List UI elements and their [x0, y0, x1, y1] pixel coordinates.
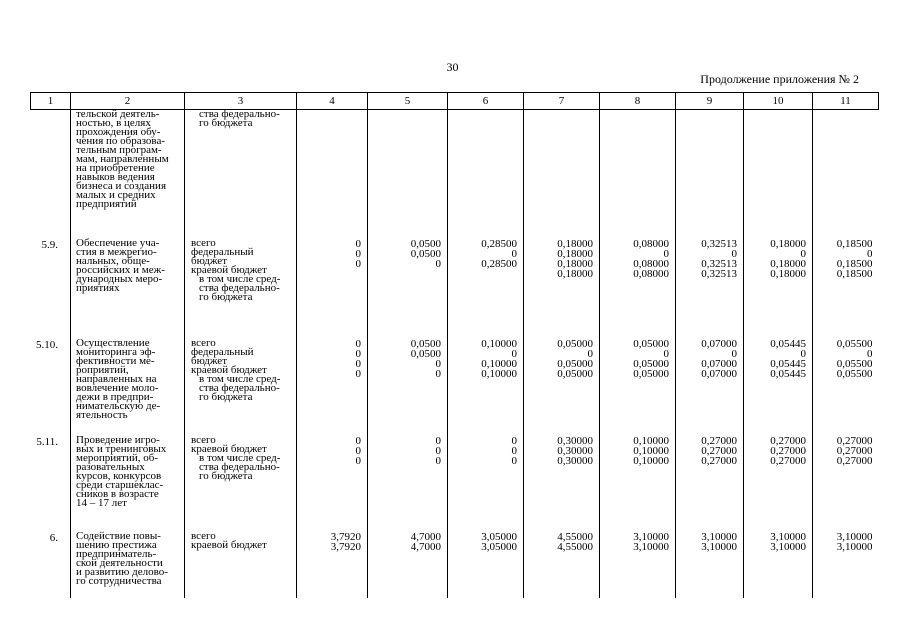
value: 4,7000 [410, 540, 441, 553]
column-header: 5 [368, 93, 448, 110]
value: 0,05500 [836, 367, 873, 380]
value: 0 [663, 347, 669, 360]
value-cell [297, 432, 368, 528]
activity-title-line: 14 – 17 лет [76, 496, 127, 509]
activity-title-line: и развитию делово- [76, 565, 168, 578]
value: 0,05500 [836, 337, 873, 350]
value: 0,32513 [701, 237, 737, 250]
value: 0,10000 [633, 434, 669, 447]
value-cell [448, 528, 524, 598]
row-number: 5.9. [41, 238, 58, 251]
value: 0,27000 [836, 434, 873, 447]
value: 0 [355, 247, 361, 260]
value: 0 [731, 247, 737, 260]
value: 0 [355, 434, 361, 447]
value-cell [744, 335, 813, 432]
value-cell [448, 110, 524, 235]
activity-title-line: Проведение игро- [76, 433, 160, 446]
funding-source-line: го бюджета [199, 469, 253, 482]
value: 0,30000 [557, 444, 593, 457]
value: 0,07000 [701, 357, 737, 370]
column-header: 6 [448, 93, 524, 110]
value: 0 [867, 347, 873, 360]
value: 0,08000 [633, 267, 669, 280]
value: 0 [435, 434, 441, 447]
funding-source-line: ства федерально- [199, 108, 280, 120]
value: 0,27000 [701, 434, 737, 447]
activity-title-line: дународных меро- [76, 272, 163, 285]
activity-title-line: дежи в предпри- [76, 390, 154, 403]
activity-title [71, 110, 185, 235]
value: 0,18000 [770, 267, 806, 280]
value: 0,32513 [701, 267, 737, 280]
value: 0 [435, 454, 441, 467]
value: 0,32513 [701, 257, 737, 270]
activity-title-line: фективности ме- [76, 354, 155, 367]
activity-title-line: навыков ведения [76, 171, 155, 183]
value: 0 [355, 454, 361, 467]
value: 0,27000 [770, 444, 806, 457]
appendix-continuation-note: Продолжение приложения № 2 [700, 72, 859, 86]
activity-title-line: российских и меж- [76, 263, 165, 276]
value: 0,18000 [557, 267, 593, 280]
value: 0,30000 [557, 454, 593, 467]
column-header: 8 [600, 93, 676, 110]
funding-sources [185, 235, 297, 335]
value: 0,18000 [770, 257, 806, 270]
column-header: 4 [297, 93, 368, 110]
value: 0 [355, 237, 361, 250]
funding-source-line: бюджет [191, 354, 227, 367]
row-number: 6. [49, 531, 58, 544]
value: 0,27000 [836, 454, 873, 467]
activity-title-line: разовательных [76, 460, 145, 473]
activity-title-line: роприятий, [76, 363, 129, 376]
page-number: 30 [446, 60, 459, 74]
value: 0,05000 [633, 357, 669, 370]
value: 0 [800, 347, 806, 360]
activity-title-line: сников в возрасте [76, 487, 159, 500]
activity-title-line: Обеспечение уча- [76, 236, 160, 249]
activity-title [71, 528, 185, 598]
funding-source-line: бюджет [191, 254, 227, 267]
activity-title-line: бизнеса и создания [76, 180, 166, 192]
value: 3,10000 [836, 530, 873, 543]
funding-source-line: краевой бюджет [191, 263, 267, 276]
funding-source-line: ства федерально- [199, 460, 280, 473]
value: 0,27000 [836, 444, 873, 457]
funding-source-line: го бюджета [199, 117, 253, 129]
value: 0,18000 [557, 247, 593, 260]
activity-title-line: среди старшеклас- [76, 478, 164, 491]
activity-title [71, 335, 185, 432]
value: 0,05500 [836, 357, 873, 370]
value-cell [813, 110, 879, 235]
value: 0,05000 [557, 367, 593, 380]
activity-title-line: шению престижа [76, 538, 157, 551]
activity-title-line: прохождения обу- [76, 126, 161, 138]
funding-sources [185, 335, 297, 432]
value: 3,10000 [770, 530, 806, 543]
value-cell [297, 335, 368, 432]
value-cell [813, 528, 879, 598]
value: 0 [355, 257, 361, 270]
value: 0,05000 [633, 367, 669, 380]
funding-source-line: го бюджета [199, 390, 253, 403]
activity-title-line: вых и тренинговых [76, 442, 167, 455]
value-cell [524, 528, 600, 598]
value: 0 [587, 347, 593, 360]
value: 3,7920 [330, 540, 361, 553]
funding-source-line: в том числе сред- [199, 451, 281, 464]
value: 0,10000 [633, 444, 669, 457]
value: 0,18000 [557, 257, 593, 270]
column-header: 11 [813, 93, 879, 110]
activity-title-line: Осуществление [76, 336, 150, 349]
value-cell [297, 235, 368, 335]
value-cell [676, 335, 744, 432]
value-cell [600, 432, 676, 528]
activity-title-line: ностью, в целях [76, 117, 151, 129]
table-row [31, 528, 879, 598]
value-cell [448, 335, 524, 432]
funding-source-line: в том числе сред- [199, 372, 281, 385]
column-header: 7 [524, 93, 600, 110]
value-cell [813, 235, 879, 335]
activity-title [71, 432, 185, 528]
value-cell [676, 110, 744, 235]
funding-source-line: всего [191, 529, 216, 542]
value: 0 [867, 247, 873, 260]
value: 0,0500 [410, 237, 441, 250]
column-header: 9 [676, 93, 744, 110]
value-cell [676, 432, 744, 528]
value: 0 [355, 367, 361, 380]
table-row [31, 432, 879, 528]
budget-table [30, 92, 879, 598]
value: 0 [800, 247, 806, 260]
value-cell [448, 432, 524, 528]
value: 3,10000 [633, 530, 669, 543]
value: 0,18000 [770, 237, 806, 250]
value: 3,10000 [770, 540, 806, 553]
activity-title-line: предпринматель- [76, 547, 157, 560]
value: 0,05445 [770, 337, 806, 350]
value-cell [744, 432, 813, 528]
activity-title-line: мероприятий, об- [76, 451, 159, 464]
value: 3,05000 [481, 530, 517, 543]
row-number: 5.11. [36, 435, 58, 448]
value: 0,07000 [701, 337, 737, 350]
activity-title-line: стия в межрегио- [76, 245, 157, 258]
row-number [31, 110, 71, 235]
value-cell [524, 110, 600, 235]
funding-source-line: федеральный [191, 245, 254, 258]
value: 0 [511, 247, 517, 260]
value: 3,10000 [633, 540, 669, 553]
value: 0 [511, 454, 517, 467]
value: 0 [435, 444, 441, 457]
funding-sources [185, 110, 297, 235]
value: 3,10000 [701, 530, 737, 543]
value: 0,10000 [481, 357, 517, 370]
funding-source-line: в том числе сред- [199, 272, 281, 285]
value: 0 [435, 257, 441, 270]
value: 0 [435, 367, 441, 380]
activity-title-line: курсов, конкурсов [76, 469, 162, 482]
value-cell [368, 432, 448, 528]
activity-title-line: малых и средних [76, 189, 156, 201]
value: 0 [435, 357, 441, 370]
activity-title-line: Содействие повы- [76, 529, 161, 542]
value: 0,27000 [770, 454, 806, 467]
value: 0,27000 [701, 454, 737, 467]
value-cell [524, 432, 600, 528]
funding-source-line: ства федерально- [199, 281, 280, 294]
value: 0,18000 [557, 237, 593, 250]
value-cell [368, 110, 448, 235]
table-header-row [31, 93, 879, 110]
value: 0,05000 [557, 337, 593, 350]
value: 3,10000 [701, 540, 737, 553]
activity-title-line: мониторинга эф- [76, 345, 156, 358]
column-header: 1 [31, 93, 71, 110]
table-row [31, 110, 879, 235]
column-header: 2 [71, 93, 185, 110]
value: 0 [355, 337, 361, 350]
funding-source-line: федеральный [191, 345, 254, 358]
value: 0 [355, 347, 361, 360]
activity-title-line: нимательскую де- [76, 399, 161, 412]
value-cell [524, 335, 600, 432]
funding-source-line: го бюджета [199, 290, 253, 303]
value-cell [744, 110, 813, 235]
value-cell [744, 528, 813, 598]
value: 0,10000 [481, 367, 517, 380]
value-cell [813, 432, 879, 528]
funding-source-line: краевой бюджет [191, 538, 267, 551]
table-row [31, 235, 879, 335]
value-cell [676, 528, 744, 598]
value-cell [297, 528, 368, 598]
value-cell [368, 335, 448, 432]
value: 0,08000 [633, 237, 669, 250]
activity-title-line: вовлечение моло- [76, 381, 159, 394]
value-cell [600, 335, 676, 432]
activity-title-line: тельской деятель- [76, 108, 160, 120]
value: 0,18500 [836, 257, 873, 270]
value: 3,05000 [481, 540, 517, 553]
row-number: 5.10. [36, 338, 58, 351]
activity-title [71, 235, 185, 335]
value: 3,7920 [330, 530, 361, 543]
value: 0,28500 [481, 237, 517, 250]
value: 0 [355, 444, 361, 457]
value: 0 [511, 347, 517, 360]
value: 0,18500 [836, 267, 873, 280]
value: 0,05000 [557, 357, 593, 370]
activity-title-line: нальных, обще- [76, 254, 150, 267]
activity-title-line: направленных на [76, 372, 157, 385]
value-cell [600, 528, 676, 598]
funding-source-line: краевой бюджет [191, 442, 267, 455]
activity-title-line: ской деятельности [76, 556, 163, 569]
value: 0,30000 [557, 434, 593, 447]
column-header: 3 [185, 93, 297, 110]
value-cell [448, 235, 524, 335]
value: 0,08000 [633, 257, 669, 270]
activity-title-line: го сотрудничества [76, 574, 162, 587]
value-cell [524, 235, 600, 335]
funding-source-line: всего [191, 336, 216, 349]
value: 0,28500 [481, 257, 517, 270]
value: 0,05445 [770, 357, 806, 370]
value: 0,0500 [410, 347, 441, 360]
value: 3,10000 [836, 540, 873, 553]
value-cell [676, 235, 744, 335]
value: 4,55000 [557, 540, 593, 553]
activity-title-line: чения по образова- [76, 135, 165, 147]
funding-source-line: ства федерально- [199, 381, 280, 394]
value: 0,05445 [770, 367, 806, 380]
column-header: 10 [744, 93, 813, 110]
value: 0,0500 [410, 247, 441, 260]
funding-source-line: всего [191, 433, 216, 446]
value: 0,27000 [770, 434, 806, 447]
funding-sources [185, 432, 297, 528]
value-cell [368, 528, 448, 598]
funding-source-line: всего [191, 236, 216, 249]
value: 0,07000 [701, 367, 737, 380]
value: 4,7000 [410, 530, 441, 543]
value-cell [600, 235, 676, 335]
activity-title-line: на приобретение [76, 162, 155, 174]
activity-title-line: предприятий [76, 198, 137, 210]
value: 0 [663, 247, 669, 260]
funding-sources [185, 528, 297, 598]
value: 0,05000 [633, 337, 669, 350]
activity-title-line: тельным програм- [76, 144, 162, 156]
value: 0 [511, 434, 517, 447]
value: 0,10000 [481, 337, 517, 350]
value: 0,27000 [701, 444, 737, 457]
value: 0,0500 [410, 337, 441, 350]
value: 4,55000 [557, 530, 593, 543]
table-row [31, 335, 879, 432]
value: 0 [511, 444, 517, 457]
activity-title-line: мам, направленным [76, 153, 169, 165]
value: 0,10000 [633, 454, 669, 467]
activity-title-line: приятиях [76, 281, 120, 294]
value: 0 [731, 347, 737, 360]
activity-title-line: ятельность [76, 408, 128, 421]
value-cell [297, 110, 368, 235]
value-cell [813, 335, 879, 432]
value-cell [368, 235, 448, 335]
value: 0,18500 [836, 237, 873, 250]
value: 0 [355, 357, 361, 370]
value-cell [600, 110, 676, 235]
value-cell [744, 235, 813, 335]
funding-source-line: краевой бюджет [191, 363, 267, 376]
